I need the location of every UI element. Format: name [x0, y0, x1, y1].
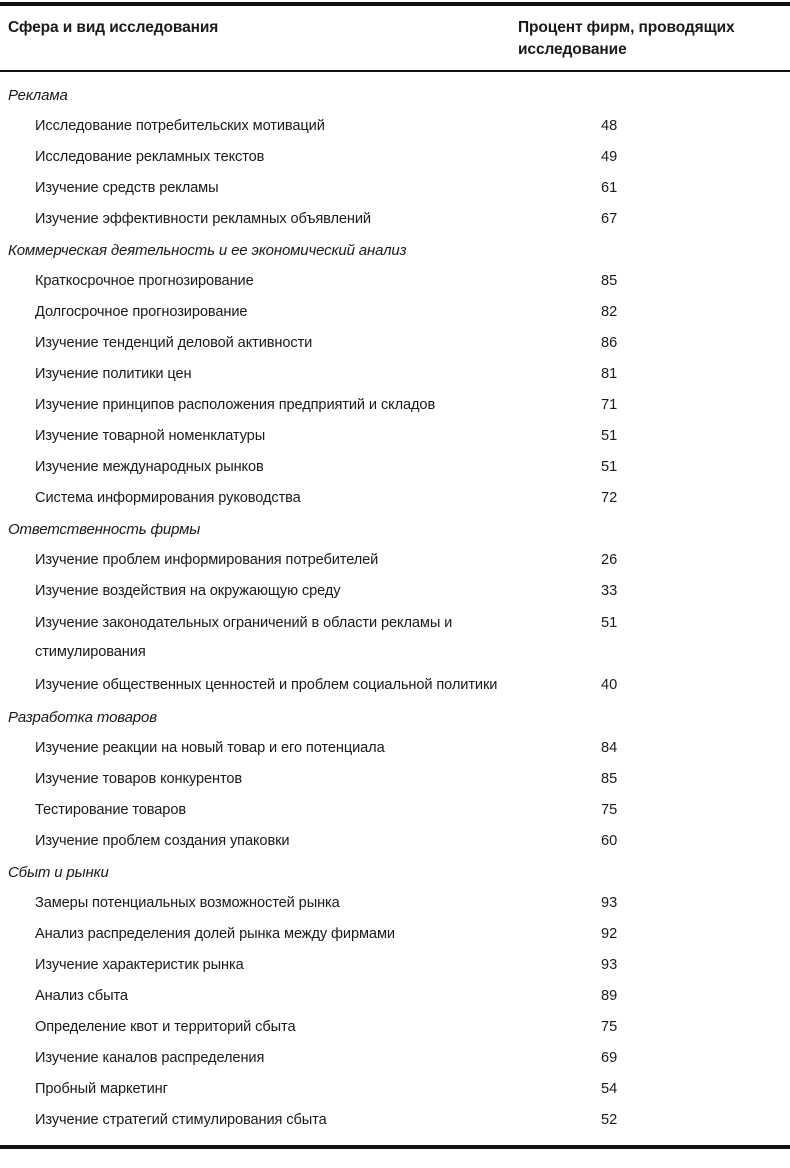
row-label: Долгосрочное прогнозирование	[35, 304, 248, 320]
row-value: 85	[601, 273, 618, 289]
row-value: 69	[601, 1050, 618, 1066]
row-value: 89	[601, 988, 618, 1004]
row-label: Исследование потребительских мотиваций	[35, 118, 325, 134]
row-label: Изучение характеристик рынка	[35, 957, 244, 973]
row-label: Изучение эффективности рекламных объявлений	[35, 211, 371, 227]
row-label: Изучение стратегий стимулирования сбыта	[35, 1112, 327, 1128]
table-row	[0, 576, 790, 607]
table-row	[0, 607, 790, 669]
row-value: 40	[601, 677, 618, 693]
table-body	[0, 72, 790, 1136]
row-label: Изучение проблем информирования потребителей	[35, 552, 379, 568]
row-value: 86	[601, 335, 618, 351]
row-label: Исследование рекламных текстов	[35, 149, 265, 165]
table-bottom-rule	[0, 1145, 790, 1149]
row-label: Изучение средств рекламы	[35, 180, 219, 196]
table-row	[0, 204, 790, 235]
row-value: 71	[601, 397, 618, 413]
row-value: 72	[601, 490, 618, 506]
row-label: Изучение законодательных ограничений в области рекламы и стимулирования	[35, 615, 453, 660]
row-value: 93	[601, 895, 618, 911]
row-value: 49	[601, 149, 618, 165]
row-label: Изучение товаров конкурентов	[35, 771, 243, 787]
row-value: 51	[601, 459, 618, 475]
table-row	[0, 359, 790, 390]
table-header-row	[0, 6, 790, 70]
group-title: Разработка товаров	[8, 709, 157, 726]
table-row	[0, 795, 790, 826]
table-row	[0, 142, 790, 173]
row-value: 81	[601, 366, 618, 382]
row-value: 75	[601, 802, 618, 818]
column-header-research-area: Сфера и вид исследования	[8, 19, 219, 36]
row-label: Изучение тенденций деловой активности	[35, 335, 313, 351]
row-label: Пробный маркетинг	[35, 1081, 168, 1097]
row-label: Изучение проблем создания упаковки	[35, 833, 290, 849]
table-row	[0, 111, 790, 142]
table-row	[0, 173, 790, 204]
table-row	[0, 1074, 790, 1105]
table-bottom-spacer	[0, 1136, 790, 1145]
row-label: Замеры потенциальных возможностей рынка	[35, 895, 340, 911]
row-value: 92	[601, 926, 618, 942]
column-header-percent-firms: Процент фирм, проводящих исследование	[518, 19, 735, 58]
row-label: Изучение товарной номенклатуры	[35, 428, 266, 444]
table-row	[0, 950, 790, 981]
row-value: 52	[601, 1112, 618, 1128]
group-title: Коммерческая деятельность и ее экономический анализ	[8, 242, 407, 259]
group-title: Ответственность фирмы	[8, 521, 201, 538]
table-row	[0, 483, 790, 514]
row-value: 48	[601, 118, 618, 134]
group-title: Реклама	[8, 87, 68, 104]
table-row	[0, 328, 790, 359]
row-value: 26	[601, 552, 618, 568]
table-row	[0, 1105, 790, 1136]
table-row	[0, 1012, 790, 1043]
table-row	[0, 733, 790, 764]
row-value: 60	[601, 833, 618, 849]
row-value: 33	[601, 583, 618, 599]
row-label: Изучение каналов распределения	[35, 1050, 265, 1066]
row-value: 93	[601, 957, 618, 973]
table-row	[0, 981, 790, 1012]
table-row	[0, 545, 790, 576]
row-label: Изучение политики цен	[35, 366, 192, 382]
row-label: Тестирование товаров	[35, 802, 186, 818]
table-row	[0, 764, 790, 795]
row-label: Изучение принципов расположения предприятий и складов	[35, 397, 436, 413]
table-row	[0, 826, 790, 857]
row-label: Анализ распределения долей рынка между фирмами	[35, 926, 395, 942]
row-label: Изучение общественных ценностей и проблем социальной политики	[35, 677, 498, 693]
row-label: Анализ сбыта	[35, 988, 128, 1004]
table-row	[0, 297, 790, 328]
table-row	[0, 390, 790, 421]
table-row	[0, 452, 790, 483]
row-label: Изучение воздействия на окружающую среду	[35, 583, 341, 599]
table-row	[0, 421, 790, 452]
row-value: 75	[601, 1019, 618, 1035]
row-value: 61	[601, 180, 618, 196]
table-row	[0, 669, 790, 702]
row-label: Изучение реакции на новый товар и его потенциала	[35, 740, 385, 756]
table-row	[0, 1043, 790, 1074]
row-label: Система информирования руководства	[35, 490, 301, 506]
table-row	[0, 919, 790, 950]
row-value: 85	[601, 771, 618, 787]
row-label: Определение квот и территорий сбыта	[35, 1019, 296, 1035]
row-value: 82	[601, 304, 618, 320]
row-value: 67	[601, 211, 618, 227]
row-value: 84	[601, 740, 618, 756]
row-label: Изучение международных рынков	[35, 459, 264, 475]
table-row	[0, 266, 790, 297]
row-value: 54	[601, 1081, 618, 1097]
row-value: 51	[601, 428, 618, 444]
group-title: Сбыт и рынки	[8, 864, 109, 881]
row-value: 51	[601, 615, 618, 631]
row-label: Краткосрочное прогнозирование	[35, 273, 254, 289]
table-row	[0, 888, 790, 919]
